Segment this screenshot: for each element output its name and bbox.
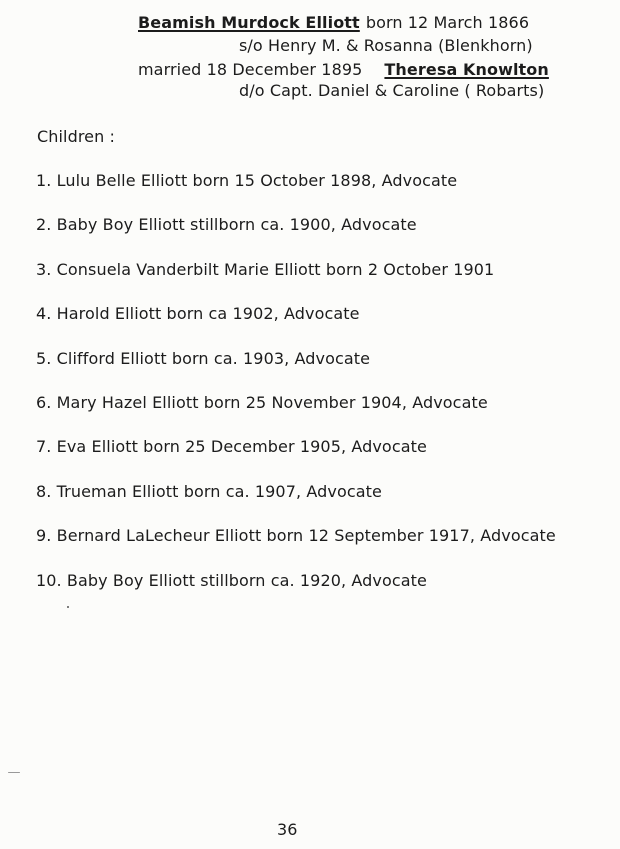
header-husband-line [138, 13, 529, 32]
child-entry: 4. Harold Elliott born ca 1902, Advocate [36, 304, 360, 324]
child-entry: 2. Baby Boy Elliott stillborn ca. 1900, Advocate [36, 215, 417, 235]
page-number: 36 [277, 820, 298, 839]
header-marriage-line [138, 60, 549, 79]
husband-parents: s/o Henry M. & Rosanna (Blenkhorn) [239, 36, 533, 55]
marriage-date: married 18 December 1895 [138, 60, 363, 79]
child-entry: 5. Clifford Elliott born ca. 1903, Advocate [36, 348, 371, 368]
child-entry: 1. Lulu Belle Elliott born 15 October 1898, Advocate [36, 171, 458, 190]
wife-parents: d/o Capt. Daniel & Caroline ( Robarts) [239, 81, 545, 100]
scan-speck [67, 606, 69, 608]
children-list [36, 171, 556, 615]
child-entry: 7. Eva Elliott born 25 December 1905, Advocate [36, 437, 427, 457]
child-entry: 3. Consuela Vanderbilt Marie Elliott born 2 October 1901 [36, 259, 495, 279]
husband-birth: born 12 March 1866 [365, 13, 530, 32]
child-entry: 10. Baby Boy Elliott stillborn ca. 1920, Advocate [36, 570, 427, 590]
wife-name: Theresa Knowlton [384, 60, 549, 79]
child-entry: 9. Bernard LaLecheur Elliott born 12 September 1917, Advocate [36, 526, 556, 546]
child-entry: 6. Mary Hazel Elliott born 25 November 1904, Advocate [36, 392, 488, 412]
scan-speck [8, 772, 20, 773]
husband-name: Beamish Murdock Elliott [138, 13, 360, 32]
child-entry: 8. Trueman Elliott born ca. 1907, Advocate [36, 481, 382, 501]
children-label: Children : [37, 127, 116, 146]
